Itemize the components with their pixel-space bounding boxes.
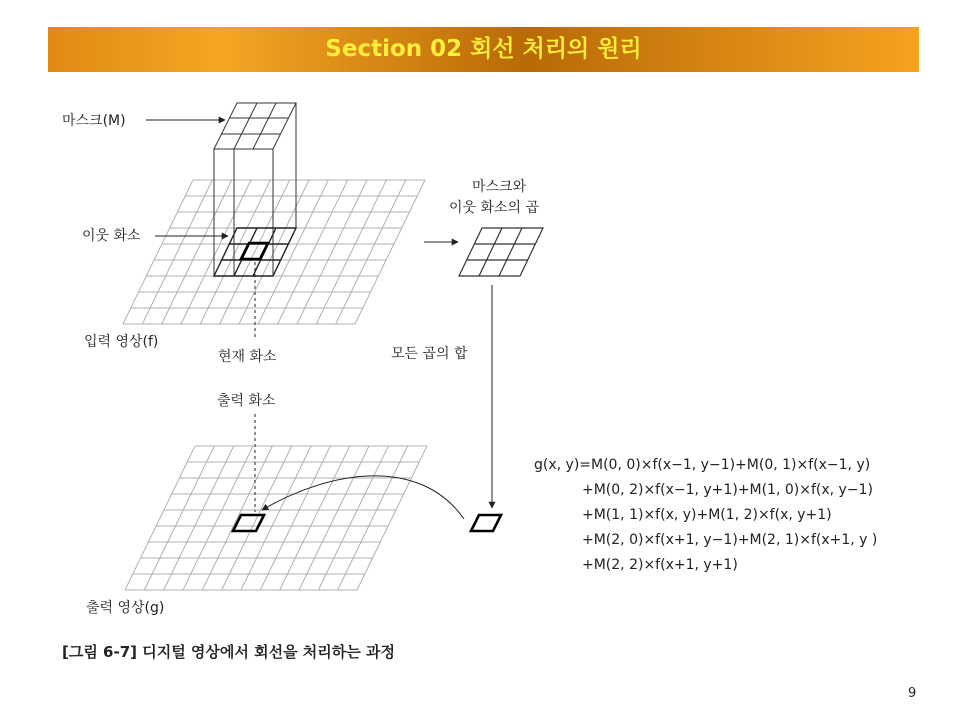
- grid-line: [125, 446, 195, 590]
- grid-line: [183, 446, 253, 590]
- grid-line: [144, 446, 214, 590]
- figure-caption: [그림 6-7] 디지털 영상에서 회선을 처리하는 과정: [62, 643, 395, 661]
- grid-line: [142, 180, 212, 324]
- input-image-label: 입력 영상(f): [84, 334, 159, 350]
- output-image-label: 출력 영상(g): [86, 600, 165, 616]
- grid-line: [299, 446, 369, 590]
- grid-line: [318, 446, 388, 590]
- current-pixel-label: 현재 화소: [218, 349, 277, 365]
- grid-line: [164, 446, 234, 590]
- formula-line: g(x, y)=M(0, 0)×f(x−1, y−1)+M(0, 1)×f(x−1, y): [534, 457, 871, 473]
- grid-line: [258, 180, 328, 324]
- grid-line: [241, 446, 311, 590]
- grid-line: [338, 446, 408, 590]
- input-image-grid: [123, 180, 425, 324]
- current-pixel-marker: [241, 243, 268, 259]
- grid-line: [297, 180, 367, 324]
- grid-line: [200, 180, 270, 324]
- formula-line: +M(1, 1)×f(x, y)+M(1, 2)×f(x, y+1): [582, 507, 832, 523]
- neighbor-pixels-label: 이웃 화소: [82, 228, 141, 244]
- grid-line: [280, 446, 350, 590]
- product-label-line1: 마스크와: [472, 179, 527, 195]
- grid-line: [336, 180, 406, 324]
- grid-line: [222, 446, 292, 590]
- grid-line: [260, 446, 330, 590]
- formula-line: +M(2, 2)×f(x+1, y+1): [582, 557, 738, 573]
- mask-label: 마스크(M): [62, 113, 126, 129]
- formula-line: +M(2, 0)×f(x+1, y−1)+M(2, 1)×f(x+1, y ): [582, 532, 878, 548]
- grid-line: [357, 446, 427, 590]
- product-label-line2: 이웃 화소의 곱: [449, 200, 540, 216]
- page-title: Section 02 회선 처리의 원리: [325, 36, 642, 62]
- grid-line: [316, 180, 386, 324]
- grid-line: [239, 180, 309, 324]
- grid-line: [278, 180, 348, 324]
- grid-line: [220, 180, 290, 324]
- grid-line: [162, 180, 232, 324]
- sum-result-marker: [471, 515, 501, 531]
- convolution-formula: [534, 457, 877, 573]
- output-pixel-label: 출력 화소: [217, 393, 276, 409]
- grid-line: [123, 180, 193, 324]
- page-number: 9: [908, 686, 917, 701]
- formula-line: +M(0, 2)×f(x−1, y+1)+M(1, 0)×f(x, y−1): [582, 482, 873, 498]
- grid-line: [181, 180, 251, 324]
- product-grid: [459, 228, 543, 276]
- sum-of-products-label: 모든 곱의 합: [391, 346, 468, 362]
- output-image-grid: [125, 446, 427, 590]
- grid-line: [355, 180, 425, 324]
